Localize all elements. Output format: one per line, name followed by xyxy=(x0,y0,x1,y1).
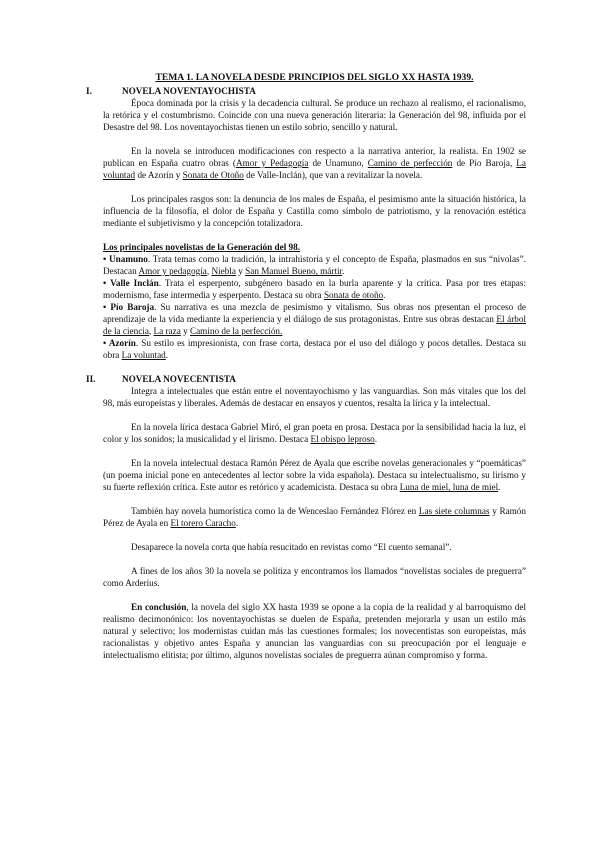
work-title: La raza xyxy=(153,326,181,336)
list-item-baroja: • Pío Baroja. Su narrativa es una mezcla de pesimismo y vitalismo. Sus obras nos presentan el proceso de aprendizaje de la vida mediante la experiencia y el diálogo de sus protagonistas. Entre sus obras destacan El árbol de la ciencia, La raza y Camino de la perfección. xyxy=(103,302,526,336)
paragraph: A fines de los años 30 la novela se politiza y encontramos los llamados “novelistas sociales de preguerra” como Arderíus. xyxy=(103,566,526,588)
work-title: Amor y pedagogía xyxy=(138,266,207,276)
work-title: La voluntad xyxy=(103,158,526,180)
work-title: Camino de perfección xyxy=(367,158,453,168)
section-title: NOVELA NOVENTAYOCHISTA xyxy=(122,86,256,96)
paragraph: En la novela se introducen modificaciones con respecto a la narrativa anterior, la realista. En 1902 se publican en España cuatro obras (Amor y Pedagogía de Unamuno, Camino de perfección de Pío Baroja, La voluntad de Azorín y Sonata de Otoño de Valle-Inclán), que van a revitalizar la novela. xyxy=(103,146,526,180)
work-title: El árbol de la ciencia xyxy=(103,314,526,336)
section-number: I. xyxy=(86,86,92,96)
paragraph: En la novela intelectual destaca Ramón Pérez de Ayala que escribe novelas generacionales y “poemáticas” (un poema inicial pone en antecedentes al lector sobre la vida española). Destaca su intelectualismo, su lirismo y su fuerte reflexión crítica. Este autor es retórico y academicista. Destaca su obra Luna de miel, luna de miel. xyxy=(103,458,526,492)
work-title: Camino de la perfección. xyxy=(189,326,283,336)
paragraph: En la novela lírica destaca Gabriel Miró, el gran poeta en prosa. Destaca por la sensibilidad hacia la luz, el color y los sonidos; la musicalidad y el lirismo. Destaca El obispo leproso. xyxy=(103,422,526,444)
work-title: Luna de miel, luna de miel xyxy=(399,482,499,492)
conclusion-lead: En conclusión xyxy=(131,602,187,612)
paragraph: También hay novela humorística como la de Wenceslao Fernández Flórez en Las siete columnas y Ramón Pérez de Ayala en El torero Caracho. xyxy=(103,506,526,528)
work-title: Sonata de Otoño xyxy=(182,170,244,180)
document-page xyxy=(86,72,527,661)
work-title: El torero Caracho xyxy=(170,518,236,528)
paragraph: Desaparece la novela corta que había resucitado en revistas como “El cuento semanal”. xyxy=(131,542,452,552)
paragraph: Época dominada por la crisis y la decadencia cultural. Se produce un rechazo al realismo, el racionalismo, la retórica y el costumbrismo. Coincide con una nueva generación literaria: la Generación del 98, influida por el Desastre del 98. Los noventayochistas tienen un estilo sobrio, sencillo y natural. xyxy=(103,98,526,132)
work-title: La voluntad xyxy=(121,350,166,360)
work-title: Las siete columnas xyxy=(418,506,490,516)
work-title: San Manuel Bueno, mártir xyxy=(245,266,343,276)
list-item-azorin: • Azorín. Su estilo es impresionista, con frase corta, destaca por el uso del diálogo y pocos detalles. Destaca su obra La voluntad. xyxy=(103,338,527,360)
work-title: Amor y Pedagogía xyxy=(236,158,309,168)
work-title: Niebla xyxy=(211,266,236,276)
document-title: TEMA 1. LA NOVELA DESDE PRINCIPIOS DEL SIGLO XX HASTA 1939. xyxy=(155,72,474,83)
section-heading-1 xyxy=(86,85,526,97)
conclusion-paragraph: En conclusión, la novela del siglo XX hasta 1939 se opone a la copia de la realidad y al barroquismo del realismo decimonónico: los noventayochistas se duelen de España, pretenden mejorarla y usan un estilo más natural y selectivo; los modernistas cuidan más las cuestiones formales; los novecentistas son europeístas, más racionalistas y objetivo antes España y anuncian las vanguardias con su preocupación por el lenguaje e intelectualismo elitista; por último, algunos novelistas sociales de preguerra aúnan compromiso y forma. xyxy=(103,602,526,660)
section-number: II. xyxy=(86,374,96,384)
paragraph: Integra a intelectuales que están entre el noventayochismo y las vanguardias. Son más vitales que los del 98, más europeístas y liberales. Además de destacar en ensayos y cuentos, resalta la lírica y la intelectual. xyxy=(103,386,526,408)
paragraph: Los principales rasgos son: la denuncia de los males de España, el pesimismo ante la situación histórica, la influencia de la filosofía, el dolor de España y Castilla como símbolo de patriotismo, y la renovación estética mediante el subjetivismo y la concepción totalizadora. xyxy=(103,194,526,228)
work-title: El obispo leproso xyxy=(310,434,375,444)
section-heading-2 xyxy=(86,373,526,385)
list-item-valle-inclan: • Valle Inclán. Trata el esperpento, subgénero basado en la burla aparente y la crítica. Pasa por tres etapas: modernismo, fase intermedia y esperpento. Destaca su obra Sonata de otoño. xyxy=(103,278,526,300)
subheading: Los principales novelistas de la Generación del 98. xyxy=(103,242,301,252)
list-item-unamuno: • Unamuno. Trata temas como la tradición, la intrahistoria y el concepto de España, plasmados en sus “nivolas”. Destacan Amor y pedagogía, Niebla y San Manuel Bueno, mártir. xyxy=(103,254,526,276)
section-title: NOVELA NOVECENTISTA xyxy=(122,374,236,384)
work-title: Sonata de otoño xyxy=(323,290,384,300)
